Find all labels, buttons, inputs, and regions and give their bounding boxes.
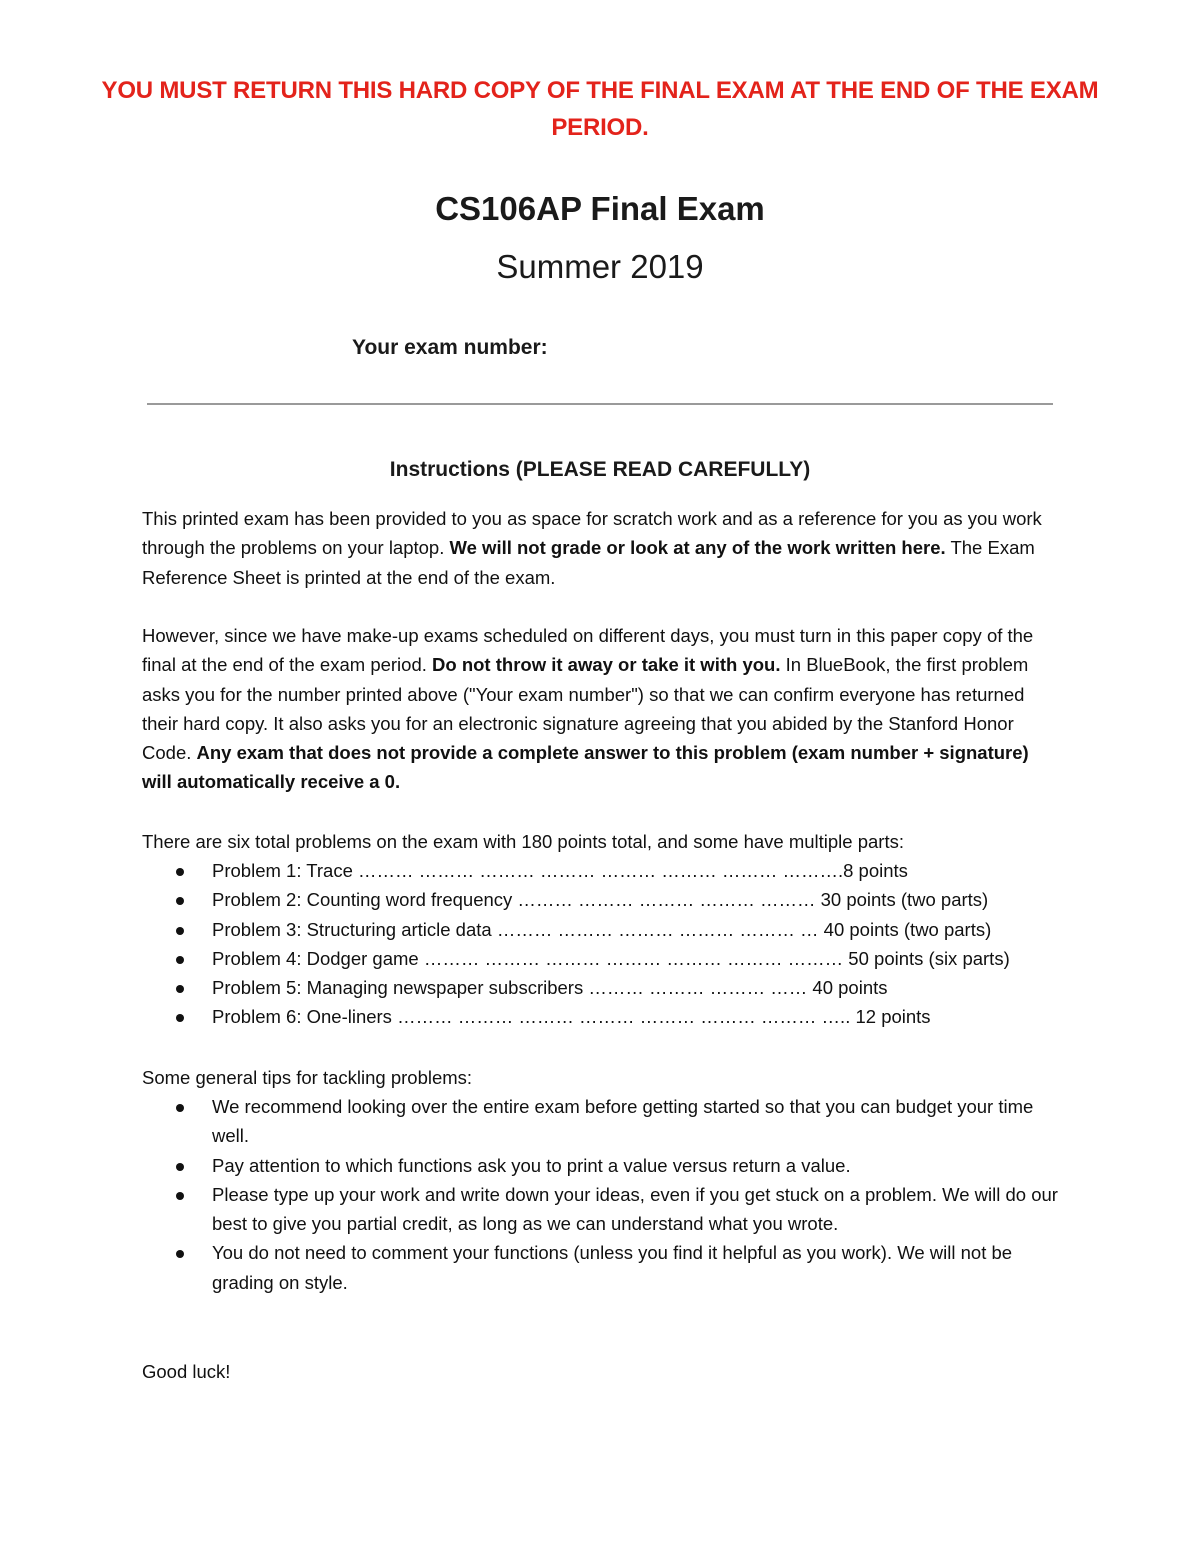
problem-text: Problem 2: Counting word frequency ……… ……… ……… ……… ……… 30 points (two parts) [212,889,989,911]
tips-intro: Some general tips for tackling problems: [142,1067,473,1088]
list-item [142,944,1062,973]
list-item [142,856,1062,885]
para1-text-c: The Exam Reference Sheet is printed at the end of the exam. [142,537,1035,588]
list-item [142,1238,1062,1297]
bullet-icon [176,1163,184,1171]
bullet-icon [176,897,184,905]
para2-bold-2: Any exam that does not provide a complete answer to this problem (exam number + signature) will automatically receive a 0. [142,742,1029,793]
bullet-icon [176,1014,184,1022]
bullet-icon [176,956,184,964]
list-item [142,1002,1062,1031]
problems-list [142,856,1062,1032]
bullet-icon [176,985,184,993]
bullet-icon [176,1104,184,1112]
bullet-icon [176,868,184,876]
problems-intro: There are six total problems on the exam with 180 points total, and some have multiple parts: [142,831,904,852]
exam-title: CS106AP Final Exam [435,190,765,227]
list-item [142,1151,1062,1180]
bullet-icon [176,927,184,935]
problem-text: Problem 3: Structuring article data ……… ……… ……… ……… ……… … 40 points (two parts) [212,918,992,940]
instructions-heading: Instructions (PLEASE READ CAREFULLY) [389,458,811,481]
return-warning: YOU MUST RETURN THIS HARD COPY OF THE FINAL EXAM AT THE END OF THE EXAM PERIOD. [101,77,1099,141]
tips-list [142,1092,1062,1297]
exam-number-line [147,403,1053,405]
closing-text: Good luck! [142,1361,231,1382]
list-item [142,885,1062,914]
para1-bold: We will not grade or look at any of the work written here. [449,537,946,559]
list-item [142,973,1062,1002]
problem-text: Problem 1: Trace ……… ……… ……… ……… ……… ……… ……… ……….8 points [212,860,908,881]
bullet-icon [176,1250,184,1258]
problem-text: Problem 6: One-liners ……… ……… ……… ……… ……… ……… ……… ….. 12 points [212,1006,931,1028]
para2-text-c: In BlueBook, the first problem asks you for the number printed above ("Your exam number") so that we can confirm everyone has returned their hard copy. It also asks you for an electronic signature agreeing that you abided by the Stanford Honor Code. [142,654,1029,764]
tip-text: You do not need to comment your functions (unless you find it helpful as you work). We will not be grading on style. [212,1242,1013,1293]
tip-text: Please type up your work and write down your ideas, even if you get stuck on a problem. We will do our best to give you partial credit, as long as we can understand what you wrote. [212,1183,1058,1235]
list-item [142,1180,1062,1239]
tip-text: Pay attention to which functions ask you to print a value versus return a value. [212,1154,851,1176]
list-item [142,1092,1062,1151]
problem-text: Problem 5: Managing newspaper subscribers ……… ……… ……… …… 40 points [212,977,888,999]
tip-text: We recommend looking over the entire exam before getting started so that you can budget your time well. [212,1096,1034,1147]
instructions-paragraph-2 [142,621,1062,797]
para2-text-a: However, since we have make-up exams scheduled on different days, you must turn in this paper copy of the final at the end of the exam period. [142,625,1034,676]
bullet-icon [176,1192,184,1200]
exam-term: Summer 2019 [496,248,704,285]
para1-text-a: This printed exam has been provided to you as space for scratch work and as a reference for you as you work through the problems on your laptop. [142,508,1042,559]
problem-text: Problem 4: Dodger game ……… ……… ……… ……… ……… ……… ……… 50 points (six parts) [212,947,1010,969]
exam-number-label: Your exam number: [352,336,548,359]
list-item [142,915,1062,944]
instructions-paragraph-1 [142,504,1062,592]
para2-bold-1: Do not throw it away or take it with you. [432,654,781,676]
